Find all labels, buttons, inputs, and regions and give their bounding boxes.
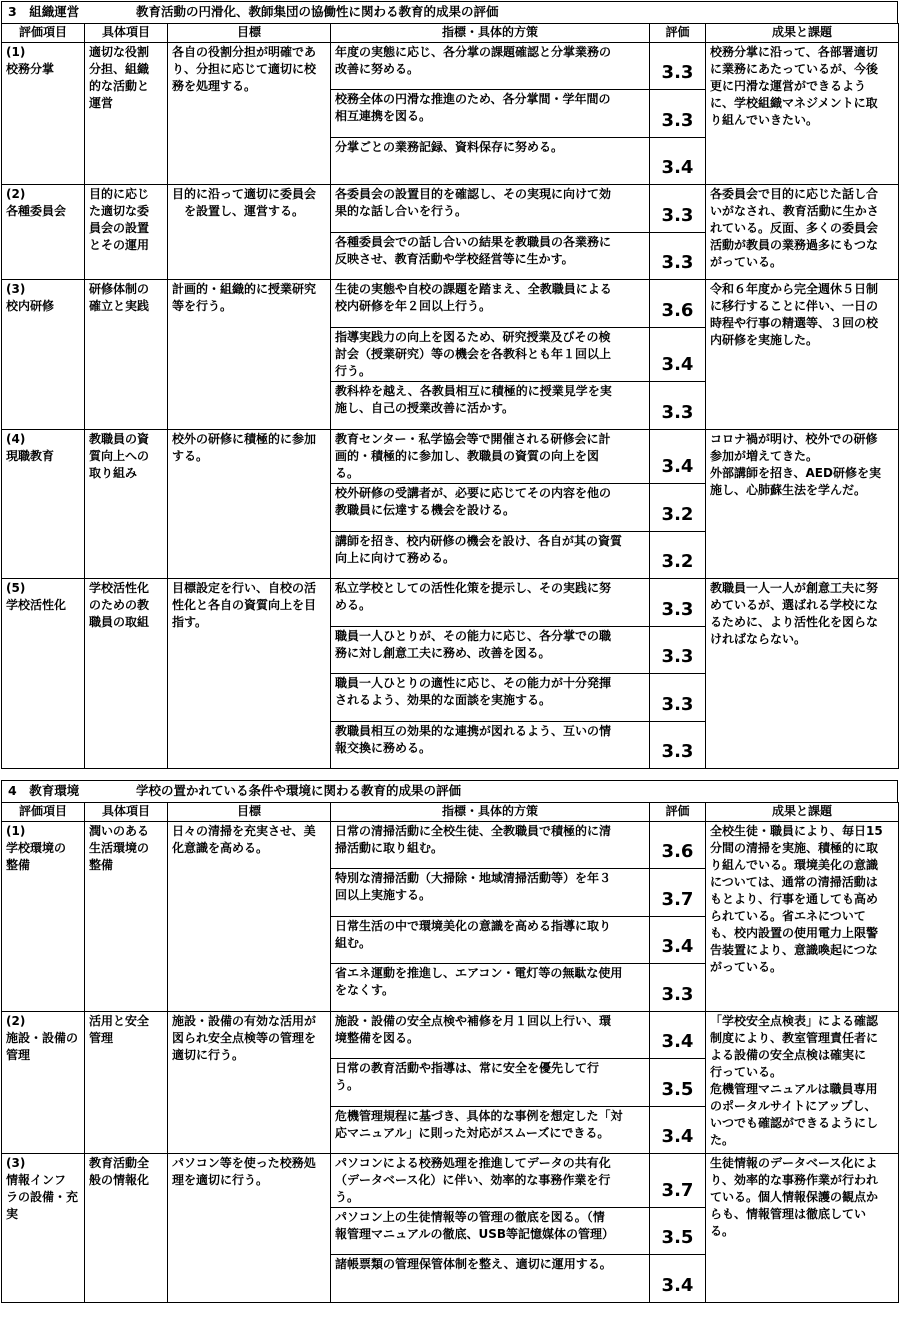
- goal: パソコン等を使った校務処 理を適切に行う。: [168, 1154, 331, 1303]
- score: 3.4: [650, 1255, 706, 1303]
- section-title: 学校の置かれている条件や環境に関わる教育的成果の評価: [136, 783, 462, 798]
- table-row: [2, 1012, 899, 1059]
- score: 3.3: [650, 90, 706, 138]
- score: 3.3: [650, 233, 706, 280]
- measure: 校外研修の受講者が、必要に応じてその内容を他の 教職員に伝達する機会を設ける。: [331, 484, 650, 532]
- score: 3.4: [650, 1012, 706, 1059]
- measure: 教職員相互の効果的な連携が図れるよう、互いの情 報交換に務める。: [331, 722, 650, 769]
- measure: 日常の清掃活動に全校生徒、全教職員で積極的に清 掃活動に取り組む。: [331, 822, 650, 869]
- measure: 諸帳票類の管理保管体制を整え、適切に運用する。: [331, 1255, 650, 1303]
- table-row: [2, 185, 899, 233]
- table-row: [2, 430, 899, 484]
- measure: 各種委員会での話し合いの結果を教職員の各業務に 反映させ、教育活動や学校経営等に生かす。: [331, 233, 650, 280]
- measure: パソコンによる校務処理を推進してデータの共有化 （データベース化）に伴い、効率的な事務作業を行 う。: [331, 1154, 650, 1208]
- score: 3.6: [650, 822, 706, 869]
- section-number: 3 組織運営: [8, 4, 80, 19]
- result-and-issues: 令和６年度から完全週休５日制 に移行することに伴い、一日の 時程や行事の精選等、３回の校 内研修を実施した。: [706, 280, 899, 430]
- table-row: [2, 43, 899, 90]
- col-header-score: 評価: [650, 24, 706, 43]
- measure: 教育センター・私学協会等で開催される研修会に計 画的・積極的に参加し、教職員の資質の向上を図 る。: [331, 430, 650, 484]
- col-header-score: 評価: [650, 803, 706, 822]
- evaluation-item: (4) 現職教育: [2, 430, 85, 579]
- score: 3.3: [650, 579, 706, 627]
- score: 3.3: [650, 964, 706, 1012]
- measure: 分掌ごとの業務記録、資料保存に努める。: [331, 138, 650, 185]
- goal: 日々の清掃を充実させ、美 化意識を高める。: [168, 822, 331, 1012]
- specific-item: 教育活動全 般の情報化: [85, 1154, 168, 1303]
- table-row: [2, 280, 899, 328]
- table-row: [2, 579, 899, 627]
- measure: 教科枠を越え、各教員相互に積極的に授業見学を実 施し、自己の授業改善に活かす。: [331, 382, 650, 430]
- measure: 講師を招き、校内研修の機会を設け、各自が其の資質 向上に向けて務める。: [331, 532, 650, 579]
- col-header-goal: 目標: [168, 24, 331, 43]
- specific-item: 教職員の資 質向上への 取り組み: [85, 430, 168, 579]
- score: 3.4: [650, 430, 706, 484]
- specific-item: 潤いのある 生活環境の 整備: [85, 822, 168, 1012]
- result-and-issues: 各委員会で目的に応じた話し合 いがなされ、教育活動に生かさ れている。反面、多くの委員会 活動が教員の業務過多にもつな がっている。: [706, 185, 899, 280]
- goal: 目標設定を行い、自校の活 性化と各自の資質向上を目 指す。: [168, 579, 331, 769]
- col-header-goal: 目標: [168, 803, 331, 822]
- header-row: [2, 24, 899, 43]
- col-header-specific: 具体項目: [85, 803, 168, 822]
- goal: 計画的・組織的に授業研究 等を行う。: [168, 280, 331, 430]
- goal: 施設・設備の有効な活用が 図られ安全点検等の管理を 適切に行う。: [168, 1012, 331, 1154]
- measure: 校務全体の円滑な推進のため、各分掌間・学年間の 相互連携を図る。: [331, 90, 650, 138]
- col-header-result: 成果と課題: [706, 803, 899, 822]
- measure: 職員一人ひとりの適性に応じ、その能力が十分発揮 されるよう、効果的な面談を実施する。: [331, 674, 650, 722]
- result-and-issues: 生徒情報のデータベース化によ り、効率的な事務作業が行われ ている。個人情報保護の観点か らも、情報管理は徹底してい る。: [706, 1154, 899, 1303]
- score: 3.2: [650, 532, 706, 579]
- evaluation-table: [1, 802, 899, 1303]
- score: 3.3: [650, 43, 706, 90]
- score: 3.5: [650, 1208, 706, 1255]
- measure: 日常の教育活動や指導は、常に安全を優先して行 う。: [331, 1059, 650, 1107]
- score: 3.7: [650, 1154, 706, 1208]
- score: 3.3: [650, 674, 706, 722]
- score: 3.4: [650, 1107, 706, 1154]
- evaluation-table: [1, 23, 899, 769]
- section-3: [1, 1, 898, 769]
- score: 3.5: [650, 1059, 706, 1107]
- measure: 特別な清掃活動（大掃除・地域清掃活動等）を年３ 回以上実施する。: [331, 869, 650, 917]
- measure: 危機管理規程に基づき、具体的な事例を想定した「対 応マニュアル」に則った対応がスムーズにできる。: [331, 1107, 650, 1154]
- score: 3.4: [650, 328, 706, 382]
- evaluation-item: (2) 各種委員会: [2, 185, 85, 280]
- score: 3.2: [650, 484, 706, 532]
- specific-item: 目的に応じ た適切な委 員会の設置 とその運用: [85, 185, 168, 280]
- result-and-issues: 教職員一人一人が創意工夫に努 めているが、選ばれる学校にな るために、より活性化を図らな ければならない。: [706, 579, 899, 769]
- measure: 私立学校としての活性化策を提示し、その実践に努 める。: [331, 579, 650, 627]
- table-row: [2, 822, 899, 869]
- measure: 各委員会の設置目的を確認し、その実現に向けて効 果的な話し合いを行う。: [331, 185, 650, 233]
- result-and-issues: 校務分掌に沿って、各部署適切 に業務にあたっているが、今後 更に円滑な運営ができるよう に、学校組織マネジメントに取 り組んでいきたい。: [706, 43, 899, 185]
- measure: 生徒の実態や自校の課題を踏まえ、全教職員による 校内研修を年２回以上行う。: [331, 280, 650, 328]
- col-header-specific: 具体項目: [85, 24, 168, 43]
- specific-item: 活用と安全 管理: [85, 1012, 168, 1154]
- score: 3.3: [650, 382, 706, 430]
- evaluation-item: (2) 施設・設備の 管理: [2, 1012, 85, 1154]
- evaluation-item: (3) 校内研修: [2, 280, 85, 430]
- score: 3.3: [650, 185, 706, 233]
- measure: 年度の実態に応じ、各分掌の課題確認と分掌業務の 改善に努める。: [331, 43, 650, 90]
- measure: 施設・設備の安全点検や補修を月１回以上行い、環 境整備を図る。: [331, 1012, 650, 1059]
- col-header-result: 成果と課題: [706, 24, 899, 43]
- col-header-item: 評価項目: [2, 24, 85, 43]
- score: 3.3: [650, 722, 706, 769]
- score: 3.6: [650, 280, 706, 328]
- specific-item: 適切な役割 分担、組織 的な活動と 運営: [85, 43, 168, 185]
- evaluation-item: (3) 情報インフ ラの設備・充 実: [2, 1154, 85, 1303]
- evaluation-item: (1) 学校環境の 整備: [2, 822, 85, 1012]
- section-title: 教育活動の円滑化、教師集団の協働性に関わる教育的成果の評価: [136, 4, 499, 19]
- evaluation-item: (5) 学校活性化: [2, 579, 85, 769]
- measure: 指導実践力の向上を図るため、研究授業及びその検 討会（授業研究）等の機会を各教科とも年１回以上 行う。: [331, 328, 650, 382]
- header-row: [2, 803, 899, 822]
- col-header-measures: 指標・具体的方策: [331, 24, 650, 43]
- measure: パソコン上の生徒情報等の管理の徹底を図る。（情 報管理マニュアルの徹底、USB等記憶媒体の管理）: [331, 1208, 650, 1255]
- section-header: [1, 780, 898, 802]
- specific-item: 学校活性化 のための教 職員の取組: [85, 579, 168, 769]
- result-and-issues: 全校生徒・職員により、毎日15 分間の清掃を実施、積極的に取 り組んでいる。環境美化の意識 については、通常の清掃活動は もとより、行事を通しても高め られている。省エネについて も、校内設置の使用電力上限警 告装置により、意識喚起につな がっている。: [706, 822, 899, 1012]
- specific-item: 研修体制の 確立と実践: [85, 280, 168, 430]
- col-header-measures: 指標・具体的方策: [331, 803, 650, 822]
- score: 3.7: [650, 869, 706, 917]
- score: 3.4: [650, 138, 706, 185]
- result-and-issues: コロナ禍が明け、校外での研修 参加が増えてきた。 外部講師を招き、AED研修を実 施し、心肺蘇生法を学んだ。: [706, 430, 899, 579]
- score: 3.4: [650, 917, 706, 964]
- col-header-item: 評価項目: [2, 803, 85, 822]
- goal: 目的に沿って適切に委員会 を設置し、運営する。: [168, 185, 331, 280]
- section-header: [1, 1, 898, 23]
- measure: 日常生活の中で環境美化の意識を高める指導に取り 組む。: [331, 917, 650, 964]
- goal: 各自の役割分担が明確であ り、分担に応じて適切に校 務を処理する。: [168, 43, 331, 185]
- table-row: [2, 1154, 899, 1208]
- measure: 省エネ運動を推進し、エアコン・電灯等の無駄な使用 をなくす。: [331, 964, 650, 1012]
- evaluation-item: (1) 校務分掌: [2, 43, 85, 185]
- result-and-issues: 「学校安全点検表」による確認 制度により、教室管理責任者に よる設備の安全点検は確実に 行っている。 危機管理マニュアルは職員専用 のポータルサイトにアップし、 いつでも確認ができるようにし た。: [706, 1012, 899, 1154]
- section-number: 4 教育環境: [8, 783, 80, 798]
- score: 3.3: [650, 627, 706, 674]
- section-4: [1, 780, 898, 1303]
- goal: 校外の研修に積極的に参加 する。: [168, 430, 331, 579]
- measure: 職員一人ひとりが、その能力に応じ、各分掌での職 務に対し創意工夫に務め、改善を図る。: [331, 627, 650, 674]
